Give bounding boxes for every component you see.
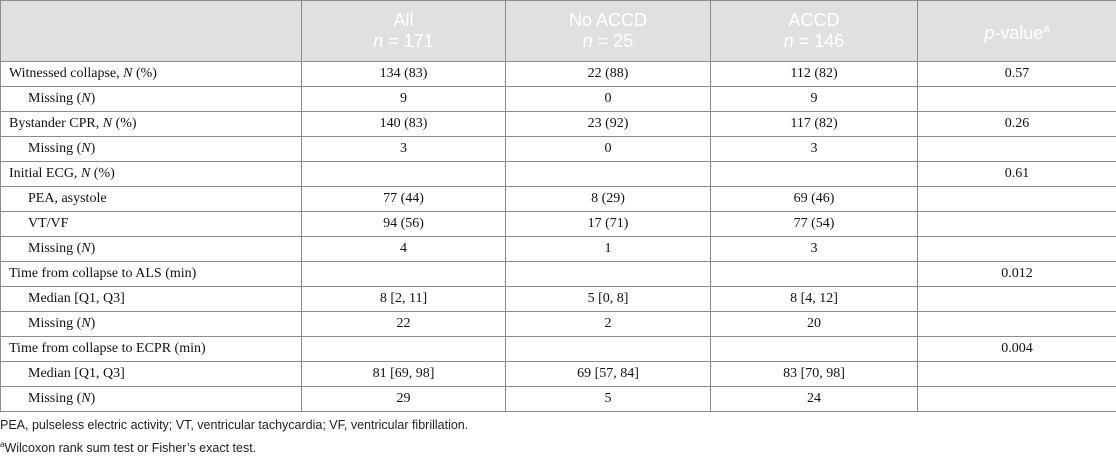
cell-accd — [711, 162, 918, 187]
table-row — [1, 212, 1116, 237]
cell-accd: 24 — [711, 387, 918, 412]
cell-all: 77 (44) — [302, 187, 506, 212]
table-row — [1, 237, 1116, 262]
cell-p-value — [918, 187, 1116, 212]
row-label: Missing (N) — [1, 387, 302, 412]
table-row — [1, 312, 1116, 337]
footnote-abbreviations: PEA, pulseless electric activity; VT, ventricular tachycardia; VF, ventricular fibrillation. — [0, 416, 1116, 435]
cell-all: 134 (83) — [302, 62, 506, 87]
row-label: Median [Q1, Q3] — [1, 362, 302, 387]
row-label: VT/VF — [1, 212, 302, 237]
row-label: Median [Q1, Q3] — [1, 287, 302, 312]
cell-all: 4 — [302, 237, 506, 262]
footnote-a: $^a$Wilcoxon rank sum test or Fisher’s exact test. — [0, 435, 1116, 458]
cell-no-accd: 0 — [506, 137, 711, 162]
header-row — [1, 1, 1116, 62]
cell-accd: 9 — [711, 87, 918, 112]
table-row — [1, 137, 1116, 162]
cell-no-accd: 5 [0, 8] — [506, 287, 711, 312]
cell-p-value — [918, 87, 1116, 112]
cell-no-accd — [506, 162, 711, 187]
table-row — [1, 362, 1116, 387]
row-label: PEA, asystole — [1, 187, 302, 212]
header-accd-n: n = 146 — [711, 31, 917, 52]
cell-all: 29 — [302, 387, 506, 412]
cell-accd — [711, 262, 918, 287]
header-cell-accd — [711, 1, 918, 62]
cell-accd: 3 — [711, 137, 918, 162]
table-header — [1, 1, 1116, 62]
table-row — [1, 62, 1116, 87]
cell-no-accd: 23 (92) — [506, 112, 711, 137]
header-cell-p-value: p-value$^a$ — [918, 1, 1116, 62]
cell-all — [302, 162, 506, 187]
cell-p-value: 0.26 — [918, 112, 1116, 137]
header-accd-name: ACCD — [711, 10, 917, 31]
cell-no-accd: 5 — [506, 387, 711, 412]
cell-accd: 8 [4, 12] — [711, 287, 918, 312]
row-label: Missing (N) — [1, 137, 302, 162]
table-row — [1, 262, 1116, 287]
cell-no-accd — [506, 262, 711, 287]
cell-no-accd: 2 — [506, 312, 711, 337]
cell-p-value: 0.61 — [918, 162, 1116, 187]
table-row — [1, 162, 1116, 187]
header-no-accd-name: No ACCD — [506, 10, 710, 31]
row-label: Bystander CPR, N (%) — [1, 112, 302, 137]
table-body — [1, 62, 1116, 412]
cell-accd: 117 (82) — [711, 112, 918, 137]
table-row — [1, 187, 1116, 212]
cell-no-accd: 8 (29) — [506, 187, 711, 212]
cell-all: 81 [69, 98] — [302, 362, 506, 387]
row-label: Time from collapse to ECPR (min) — [1, 337, 302, 362]
cell-accd — [711, 337, 918, 362]
header-cell-no-accd — [506, 1, 711, 62]
table-row — [1, 387, 1116, 412]
row-label: Witnessed collapse, N (%) — [1, 62, 302, 87]
cell-p-value — [918, 237, 1116, 262]
cell-all: 22 — [302, 312, 506, 337]
header-cell-all — [302, 1, 506, 62]
cell-all: 94 (56) — [302, 212, 506, 237]
header-no-accd-n: n = 25 — [506, 31, 710, 52]
cell-no-accd: 1 — [506, 237, 711, 262]
cell-all: 140 (83) — [302, 112, 506, 137]
table-row — [1, 287, 1116, 312]
footnotes — [0, 416, 1116, 458]
row-label: Time from collapse to ALS (min) — [1, 262, 302, 287]
cell-accd: 3 — [711, 237, 918, 262]
row-label: Missing (N) — [1, 87, 302, 112]
cell-no-accd: 22 (88) — [506, 62, 711, 87]
cell-p-value — [918, 362, 1116, 387]
cell-p-value: 0.012 — [918, 262, 1116, 287]
row-label: Missing (N) — [1, 312, 302, 337]
row-label: Missing (N) — [1, 237, 302, 262]
table-row — [1, 112, 1116, 137]
cell-p-value — [918, 387, 1116, 412]
header-all-n: n = 171 — [302, 31, 505, 52]
table-row — [1, 337, 1116, 362]
header-all-name: All — [302, 10, 505, 31]
cell-p-value — [918, 287, 1116, 312]
cell-p-value — [918, 312, 1116, 337]
cell-all: 8 [2, 11] — [302, 287, 506, 312]
cell-accd: 77 (54) — [711, 212, 918, 237]
cell-accd: 20 — [711, 312, 918, 337]
cell-p-value: 0.57 — [918, 62, 1116, 87]
cell-p-value — [918, 212, 1116, 237]
cell-no-accd: 0 — [506, 87, 711, 112]
cell-all: 9 — [302, 87, 506, 112]
header-cell-variable — [1, 1, 302, 62]
cell-accd: 83 [70, 98] — [711, 362, 918, 387]
cell-all: 3 — [302, 137, 506, 162]
cell-accd: 69 (46) — [711, 187, 918, 212]
cell-p-value — [918, 137, 1116, 162]
cell-no-accd: 69 [57, 84] — [506, 362, 711, 387]
cell-accd: 112 (82) — [711, 62, 918, 87]
cell-no-accd: 17 (71) — [506, 212, 711, 237]
cell-p-value: 0.004 — [918, 337, 1116, 362]
row-label: Initial ECG, N (%) — [1, 162, 302, 187]
table-row — [1, 87, 1116, 112]
cell-all — [302, 262, 506, 287]
cell-no-accd — [506, 337, 711, 362]
cell-all — [302, 337, 506, 362]
